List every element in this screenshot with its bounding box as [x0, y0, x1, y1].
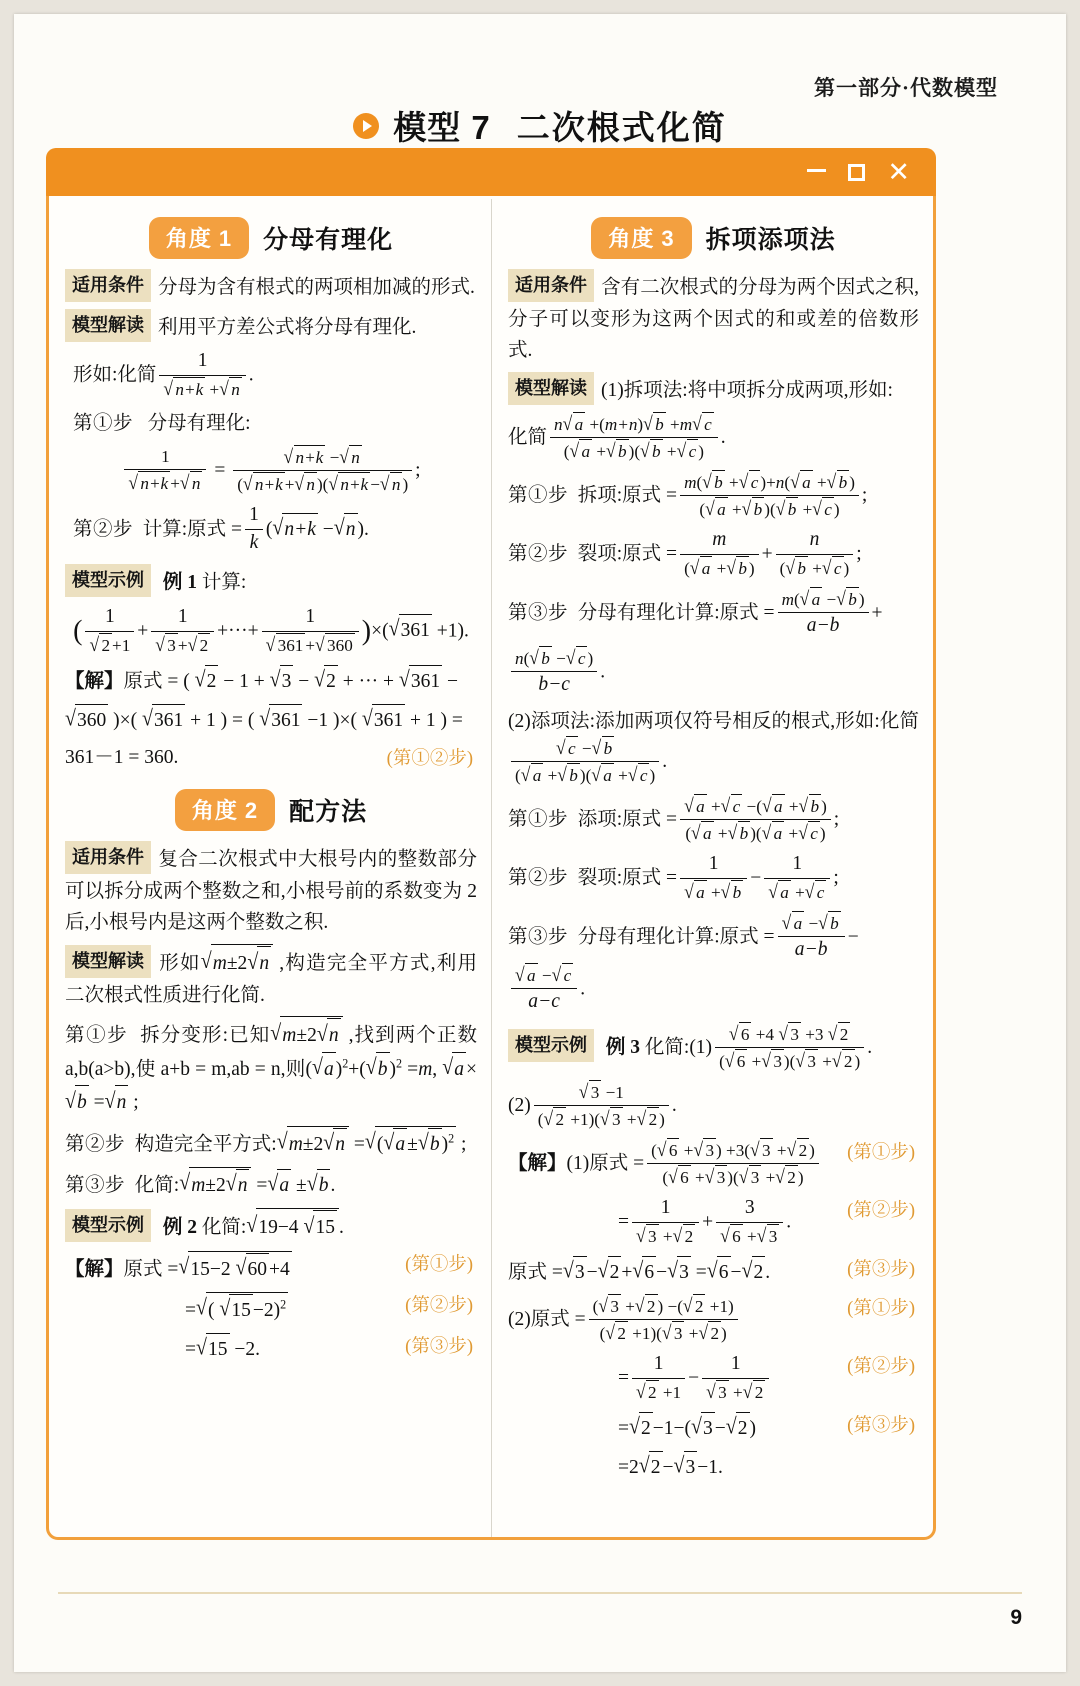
interpretation-tag: 模型解读 [508, 372, 594, 405]
step-3-label: 第③步 [65, 1175, 126, 1197]
step-2-label: 第②步 [508, 543, 569, 565]
form-prefix: 形如:化简 [73, 364, 157, 386]
angle-3-add-step-3: 第③步 分母有理化计算:原式 = √ $\frac{a - √ b}{a-b}$ − √ $\frac{a - √ c}{a-c}$ . [508, 912, 919, 1016]
angle-3-badge: 角度 3 [591, 217, 691, 259]
close-icon[interactable]: ✕ [887, 156, 910, 187]
step-2-label: 第②步 [508, 867, 569, 889]
angle-3-title: 拆项添项法 [705, 226, 836, 254]
interp-post: ,构造完全平方式,利用二次根式性质进行化简. [65, 952, 477, 1006]
content-frame [46, 148, 936, 1540]
condition-tag: 适用条件 [508, 269, 594, 302]
angle-3-form: 化简 $\frac{n √ a +(m+n) √ b +m √ c}{( √ a + √ b )( √ b + √ c )}$ . [508, 413, 919, 464]
example-1-solution-line-2: √ 360 )×( √ 361 + 1 ) = ( √ 361 −1 )×( √ 361 + 1 ) = [65, 704, 477, 736]
page-title [14, 102, 1066, 149]
interpretation-tag: 模型解读 [65, 309, 151, 342]
step-note-2: (第②步) [847, 1356, 915, 1377]
part-2-label: (2) [508, 1094, 531, 1116]
orig-label: 原式 [508, 1261, 548, 1283]
angle-3-step-2: 第②步 裂项:原式 = $\frac{m}{( √ a + √ b )}$ + $\frac{n}{( √ b + √ c )}$ ; [508, 529, 919, 581]
step-1-label: 第①步 [508, 485, 569, 507]
step-note-2: (第②步) [405, 1296, 473, 1317]
example-3-text: 化简: [644, 1036, 690, 1058]
example-3-solution-7: =2 √ 2 − √ 3 −1. [508, 1451, 919, 1483]
page-number: 9 [1010, 1606, 1022, 1629]
orig-label: 原式 [123, 1258, 163, 1280]
step-note-1: (第①步) [847, 1142, 915, 1163]
angle-1-title: 分母有理化 [263, 226, 394, 254]
two-column-body [49, 199, 933, 1537]
angle-1-form: 形如:化简 1 √ n+k + √ n . [65, 350, 477, 402]
angle-2-badge: 角度 2 [175, 789, 275, 831]
condition-tag: 适用条件 [65, 841, 151, 874]
model-number: 模型 7 [393, 109, 491, 146]
solution-tag: 【解】 [65, 1258, 124, 1280]
angle-3-step-3: 第③步 分母有理化计算:原式 = $\frac{m( √ a - √ b )}{a-b}$ + [508, 588, 919, 640]
step-3-label: 第③步 [508, 926, 569, 948]
example-1-number: 例 1 [162, 572, 198, 594]
step-note-1: (第①步) [847, 1298, 915, 1319]
running-head: 第一部分·代数模型 [813, 76, 998, 100]
footer-rule [58, 1592, 1022, 1594]
angle-3-interpretation-1 [508, 372, 919, 407]
angle-1-step-2: 第②步 计算:原式 = $\frac{1}{k}$ ( √ n+k − √ n ). [65, 504, 477, 557]
example-2-text: 化简: [201, 1217, 247, 1239]
right-column [491, 199, 933, 1537]
angle-3-interp-2-text: (2)添项法:添加两项仅符号相反的根式,形如:化简 [508, 710, 919, 732]
example-3-solution-5: = 1 √ 2 +1 − 1 √ 3 + √ 2 (第②步) [508, 1353, 919, 1405]
step-1-text: 拆项:原式 = [577, 485, 678, 507]
minimize-icon[interactable] [807, 169, 826, 176]
example-1-text: 计算: [201, 572, 247, 594]
angle-1-heading [65, 217, 477, 259]
angle-2-step-1: 第①步 拆分变形:已知 √ m±2 √ n ,找到两个正数 a,b(a>b),使 a+b = m,ab = n,则( √ a )$^2$+( √ b )$^2$ =m, √ a ×√ b = √ n ; [65, 1016, 477, 1119]
step-3-label: 第③步 [508, 602, 569, 624]
angle-3-interpretation-2: (2)添项法:添加两项仅符号相反的根式,形如:化简 √ $\frac{c - √ b}{( √ a + √ b )( √ a + √ c )}$ . [508, 706, 919, 788]
example-1-solution-line-3 [65, 743, 477, 773]
example-tag: 模型示例 [65, 1209, 151, 1242]
solution-tag: 【解】 [508, 1152, 567, 1174]
step-1-label: 第①步 [508, 809, 569, 831]
angle-3-add-step-2: 第②步 裂项:原式 = 1 √ a + √ b − 1 √ a + √ c ; [508, 853, 919, 905]
example-1-expression: ( 1 √ 2 +1 + 1 √ 3 + √ 2 +···+ 1 √ 361 + √ 360 )×( √ 361 +1). [65, 606, 477, 658]
step-2-text: 计算:原式 = [142, 519, 243, 541]
play-triangle-icon [353, 113, 379, 139]
angle-2-step-2: 第②步 构造完全平方式: √ m±2 √ n = √ ( √ a ± √ b )$^2$ ; [65, 1126, 477, 1160]
angle-2-example-heading: 模型示例 例 2 化简: √ 19−4 √ 15 . [65, 1208, 477, 1244]
example-2-solution-line-2: = √ ( √ 15 −2)$^2$ (第②步) [65, 1292, 477, 1326]
angle-2-condition-text: 复合二次根式中大根号内的整数部分可以拆分成两个整数之和,小根号前的系数变为 2 后,小根号内是这两个整数之积. [65, 849, 477, 934]
angle-2-condition [65, 841, 477, 939]
example-2-number: 例 2 [162, 1217, 198, 1239]
example-3-solution-6: = √ 2 −1−( √ 3 − √ 2 ) (第③步) [508, 1412, 919, 1444]
textbook-page [14, 14, 1066, 1672]
angle-1-step-1-formula: 1 √ n+k + √ n = √ $\frac{n+k - √ n}{( √ n+k + √ n )( √ n+k - √ n )}$ ; [65, 446, 477, 497]
step-1-text: 分母有理化: [147, 413, 251, 435]
angle-1-interpretation [65, 309, 477, 344]
solution-tag: 【解】 [65, 670, 124, 692]
example-1-solution-line-1: 【解】原式 = ( √ 2 − 1 + √ 3 − √ 2 + ··· + √ 361 − [65, 665, 477, 697]
angle-3-step-3-cont: $\frac{n( √ b - √ c )}{b-c}$ . [508, 647, 919, 699]
step-1-label: 第①步 [73, 413, 134, 435]
step-3-text: 化简: [134, 1175, 180, 1197]
interpretation-tag: 模型解读 [65, 945, 151, 978]
example-tag: 模型示例 [65, 564, 151, 597]
step-note-3: (第③步) [847, 1415, 915, 1436]
step-1-text: 拆分变形:已知 [140, 1025, 271, 1047]
angle-1-condition [65, 269, 477, 304]
part-1-label: (1) [566, 1152, 590, 1174]
orig-label: 原式 [123, 670, 163, 692]
angle-2-title: 配方法 [289, 798, 368, 827]
example-tag: 模型示例 [508, 1029, 594, 1062]
angle-3-heading [508, 217, 919, 259]
angle-1-interpretation-text: 利用平方差公式将分母有理化. [158, 316, 417, 338]
step-2-text: 裂项:原式 = [577, 543, 678, 565]
add-step-1-text: 添项:原式 = [577, 809, 678, 831]
angle-1-badge: 角度 1 [149, 217, 249, 259]
angle-3-example-heading: 模型示例 例 3 化简:(1) √ $\frac{6 +4 √ 3 +3 √ 2}{( √ 6 + √ 3 )( √ 3 + √ 2 )}$ . [508, 1023, 919, 1074]
step-1-label: 第①步 [65, 1025, 129, 1047]
example-3-solution-2: = 1 √ 3 + √ 2 + 3 √ 6 + √ 3 . (第②步) [508, 1197, 919, 1249]
example-3-solution-4: (2)原式 = $\frac{( √ 3 + √ 2 ) -( √ 2 +1)}{( √ 2 +1)( √ 3 + √ 2 )}$ (第①步) [508, 1295, 919, 1346]
angle-3-condition [508, 269, 919, 367]
step-2-text: 构造完全平方式: [134, 1133, 277, 1155]
step-note-3: (第③步) [405, 1337, 473, 1358]
angle-2-interpretation: 模型解读 形如 √ m±2 √ n ,构造完全平方式,利用二次根式性质进行化简. [65, 944, 477, 1011]
step-3-text: 分母有理化计算:原式 = [577, 602, 775, 624]
example-3-solution-1: 【解】(1)原式 = $\frac{( √ 6 + √ 3 ) +3( √ 3 + √ 2 )}{( √ 6 + √ 3 )( √ 3 + √ 2 )}$ (第①步) [508, 1139, 919, 1190]
part-2-label: (2) [508, 1308, 531, 1330]
example-2-solution-line-1: 【解】原式 = √ 15−2 √ 60 +4 (第①步) [65, 1251, 477, 1285]
step-note-1: (第①步) [405, 1254, 473, 1275]
interp-pre: 形如 [158, 952, 201, 974]
angle-3-step-1: 第①步 拆项:原式 = $\frac{m( √ b + √ c )+n( √ a + √ b )}{( √ a + √ b )( √ b + √ c )}$ ; [508, 471, 919, 522]
condition-tag: 适用条件 [65, 269, 151, 302]
angle-3-condition-text: 含有二次根式的分母为两个因式之积,分子可以变形为这两个因式的和或差的倍数形式. [508, 277, 919, 362]
example-1-result: 361－1 = 360. [65, 747, 179, 769]
maximize-icon[interactable] [848, 164, 865, 181]
step-note-3: (第③步) [847, 1259, 915, 1280]
angle-3-interp-1-text: (1)拆项法:将中项拆分成两项,形如: [601, 379, 893, 401]
add-step-2-text: 裂项:原式 = [577, 867, 678, 889]
orig-label: 原式 [530, 1308, 570, 1330]
angle-1-step-1 [65, 409, 477, 439]
step-2-label: 第②步 [65, 1133, 126, 1155]
step-2-label: 第②步 [73, 519, 134, 541]
step-note-12: (第①②步) [386, 749, 473, 770]
window-titlebar [46, 148, 936, 196]
left-column [49, 199, 491, 1537]
model-title: 二次根式化简 [516, 109, 727, 146]
orig-label: 原式 [589, 1152, 629, 1174]
angle-2-heading [65, 789, 477, 831]
add-step-3-text: 分母有理化计算:原式 = [577, 926, 775, 948]
example-3-solution-3: 原式 = √ 3 − √ 2 + √ 6 − √ 3 = √ 6 − √ 2 . (第③步) [508, 1256, 919, 1288]
step-1-text-2: ,找到两个正数 a,b(a>b),使 a+b = m,ab = n,则 [65, 1025, 477, 1080]
angle-1-example-heading [65, 564, 477, 599]
part-1-label: (1) [689, 1036, 713, 1058]
angle-3-add-step-1: 第①步 添项:原式 = √ $\frac{a + √ c -( √ a + √ b )}{( √ a + √ b )( √ a + √ c )}$ ; [508, 795, 919, 846]
math-fraction: 1 √ n+k + √ n [159, 349, 245, 401]
example-2-solution-line-3: = √ 15 −2. (第③步) [65, 1333, 477, 1365]
form-prefix: 化简 [508, 427, 548, 449]
step-note-2: (第②步) [847, 1200, 915, 1221]
angle-1-condition-text: 分母为含有根式的两项相加减的形式. [158, 277, 475, 298]
example-3-number: 例 3 [605, 1036, 641, 1058]
example-3-part-2: (2) √ $\frac{3 -1}{( √ 2 +1)( √ 3 + √ 2 )}$ . [508, 1081, 919, 1132]
angle-2-step-3: 第③步 化简: √ m±2 √ n = √ a ± √ b . [65, 1167, 477, 1201]
